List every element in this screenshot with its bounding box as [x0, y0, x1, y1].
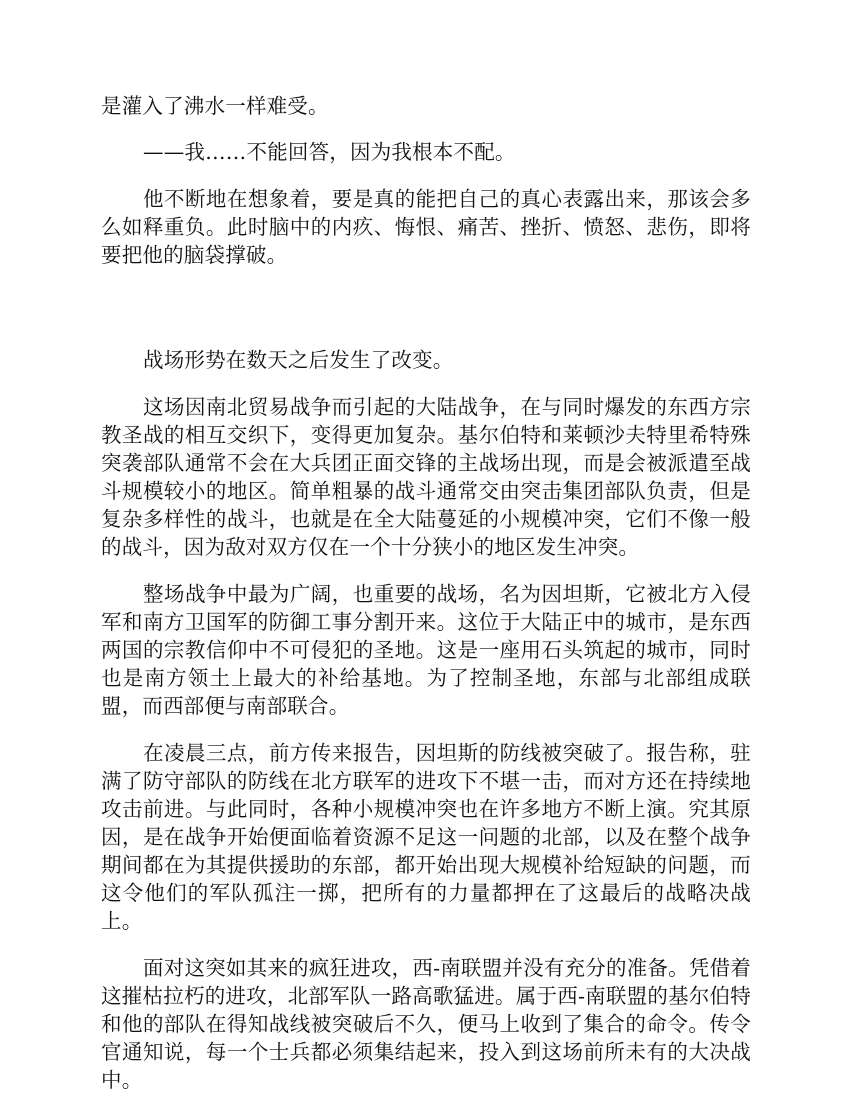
body-text [101, 92, 751, 1094]
paragraph-continuation: 是灌入了沸水一样难受。 [101, 94, 329, 118]
paragraph-alliance-response: 面对这突如其来的疯狂进攻，西-南联盟并没有充分的准备。凭借着这摧枯拉朽的进攻，北部军队一路高歌猛进。属于西-南联盟的基尔伯特和他的部队在得知战线被突破后不久，便马上收到了集合的命令。传令官通知说，每一个士兵都必须集结起来，投入到这场前所未有的大决战中。 [101, 956, 751, 1092]
paragraph-inner-thought: ——我……不能回答，因为我根本不配。 [143, 140, 516, 164]
paragraph-front-report: 在凌晨三点，前方传来报告，因坦斯的防线被突破了。报告称，驻满了防守部队的防线在北方联军的进攻下不堪一击，而对方还在持续地攻击前进。与此同时，各种小规模冲突也在许多地方不断上演。究其原因，是在战争开始便面临着资源不足这一问题的北部，以及在整个战争期间都在为其提供援助的东部，都开始出现大规模补给短缺的问题，而这令他们的军队孤注一掷，把所有的力量都押在了这最后的战略决战上。 [101, 741, 751, 933]
paragraph-intense-battlefield: 整场战争中最为广阔，也重要的战场，名为因坦斯，它被北方入侵军和南方卫国军的防御工事分割开来。这位于大陆正中的城市，是东西两国的宗教信仰中不可侵犯的圣地。这是一座用石头筑起的城市，同时也是南方领土上最大的补给基地。为了控制圣地，东部与北部组成联盟，而西部便与南部联合。 [101, 582, 751, 718]
paragraph-situation-change: 战场形势在数天之后发生了改变。 [143, 348, 454, 372]
paragraph-continental-war: 这场因南北贸易战争而引起的大陆战争，在与同时爆发的东西方宗教圣战的相互交织下，变得更加复杂。基尔伯特和莱顿沙夫特里希特殊突袭部队通常不会在大兵团正面交锋的主战场出现，而是会被派遣至战斗规模较小的地区。简单粗暴的战斗通常交由突击集团部队负责，但是复杂多样性的战斗，也就是在全大陆蔓延的小规模冲突，它们不像一般的战斗，因为敌对双方仅在一个十分狭小的地区发生冲突。 [101, 395, 751, 559]
paragraph-imagination: 他不断地在想象着，要是真的能把自己的真心表露出来，那该会多么如释重负。此时脑中的内疚、悔恨、痛苦、挫折、愤怒、悲伤，即将要把他的脑袋撑破。 [101, 187, 751, 267]
